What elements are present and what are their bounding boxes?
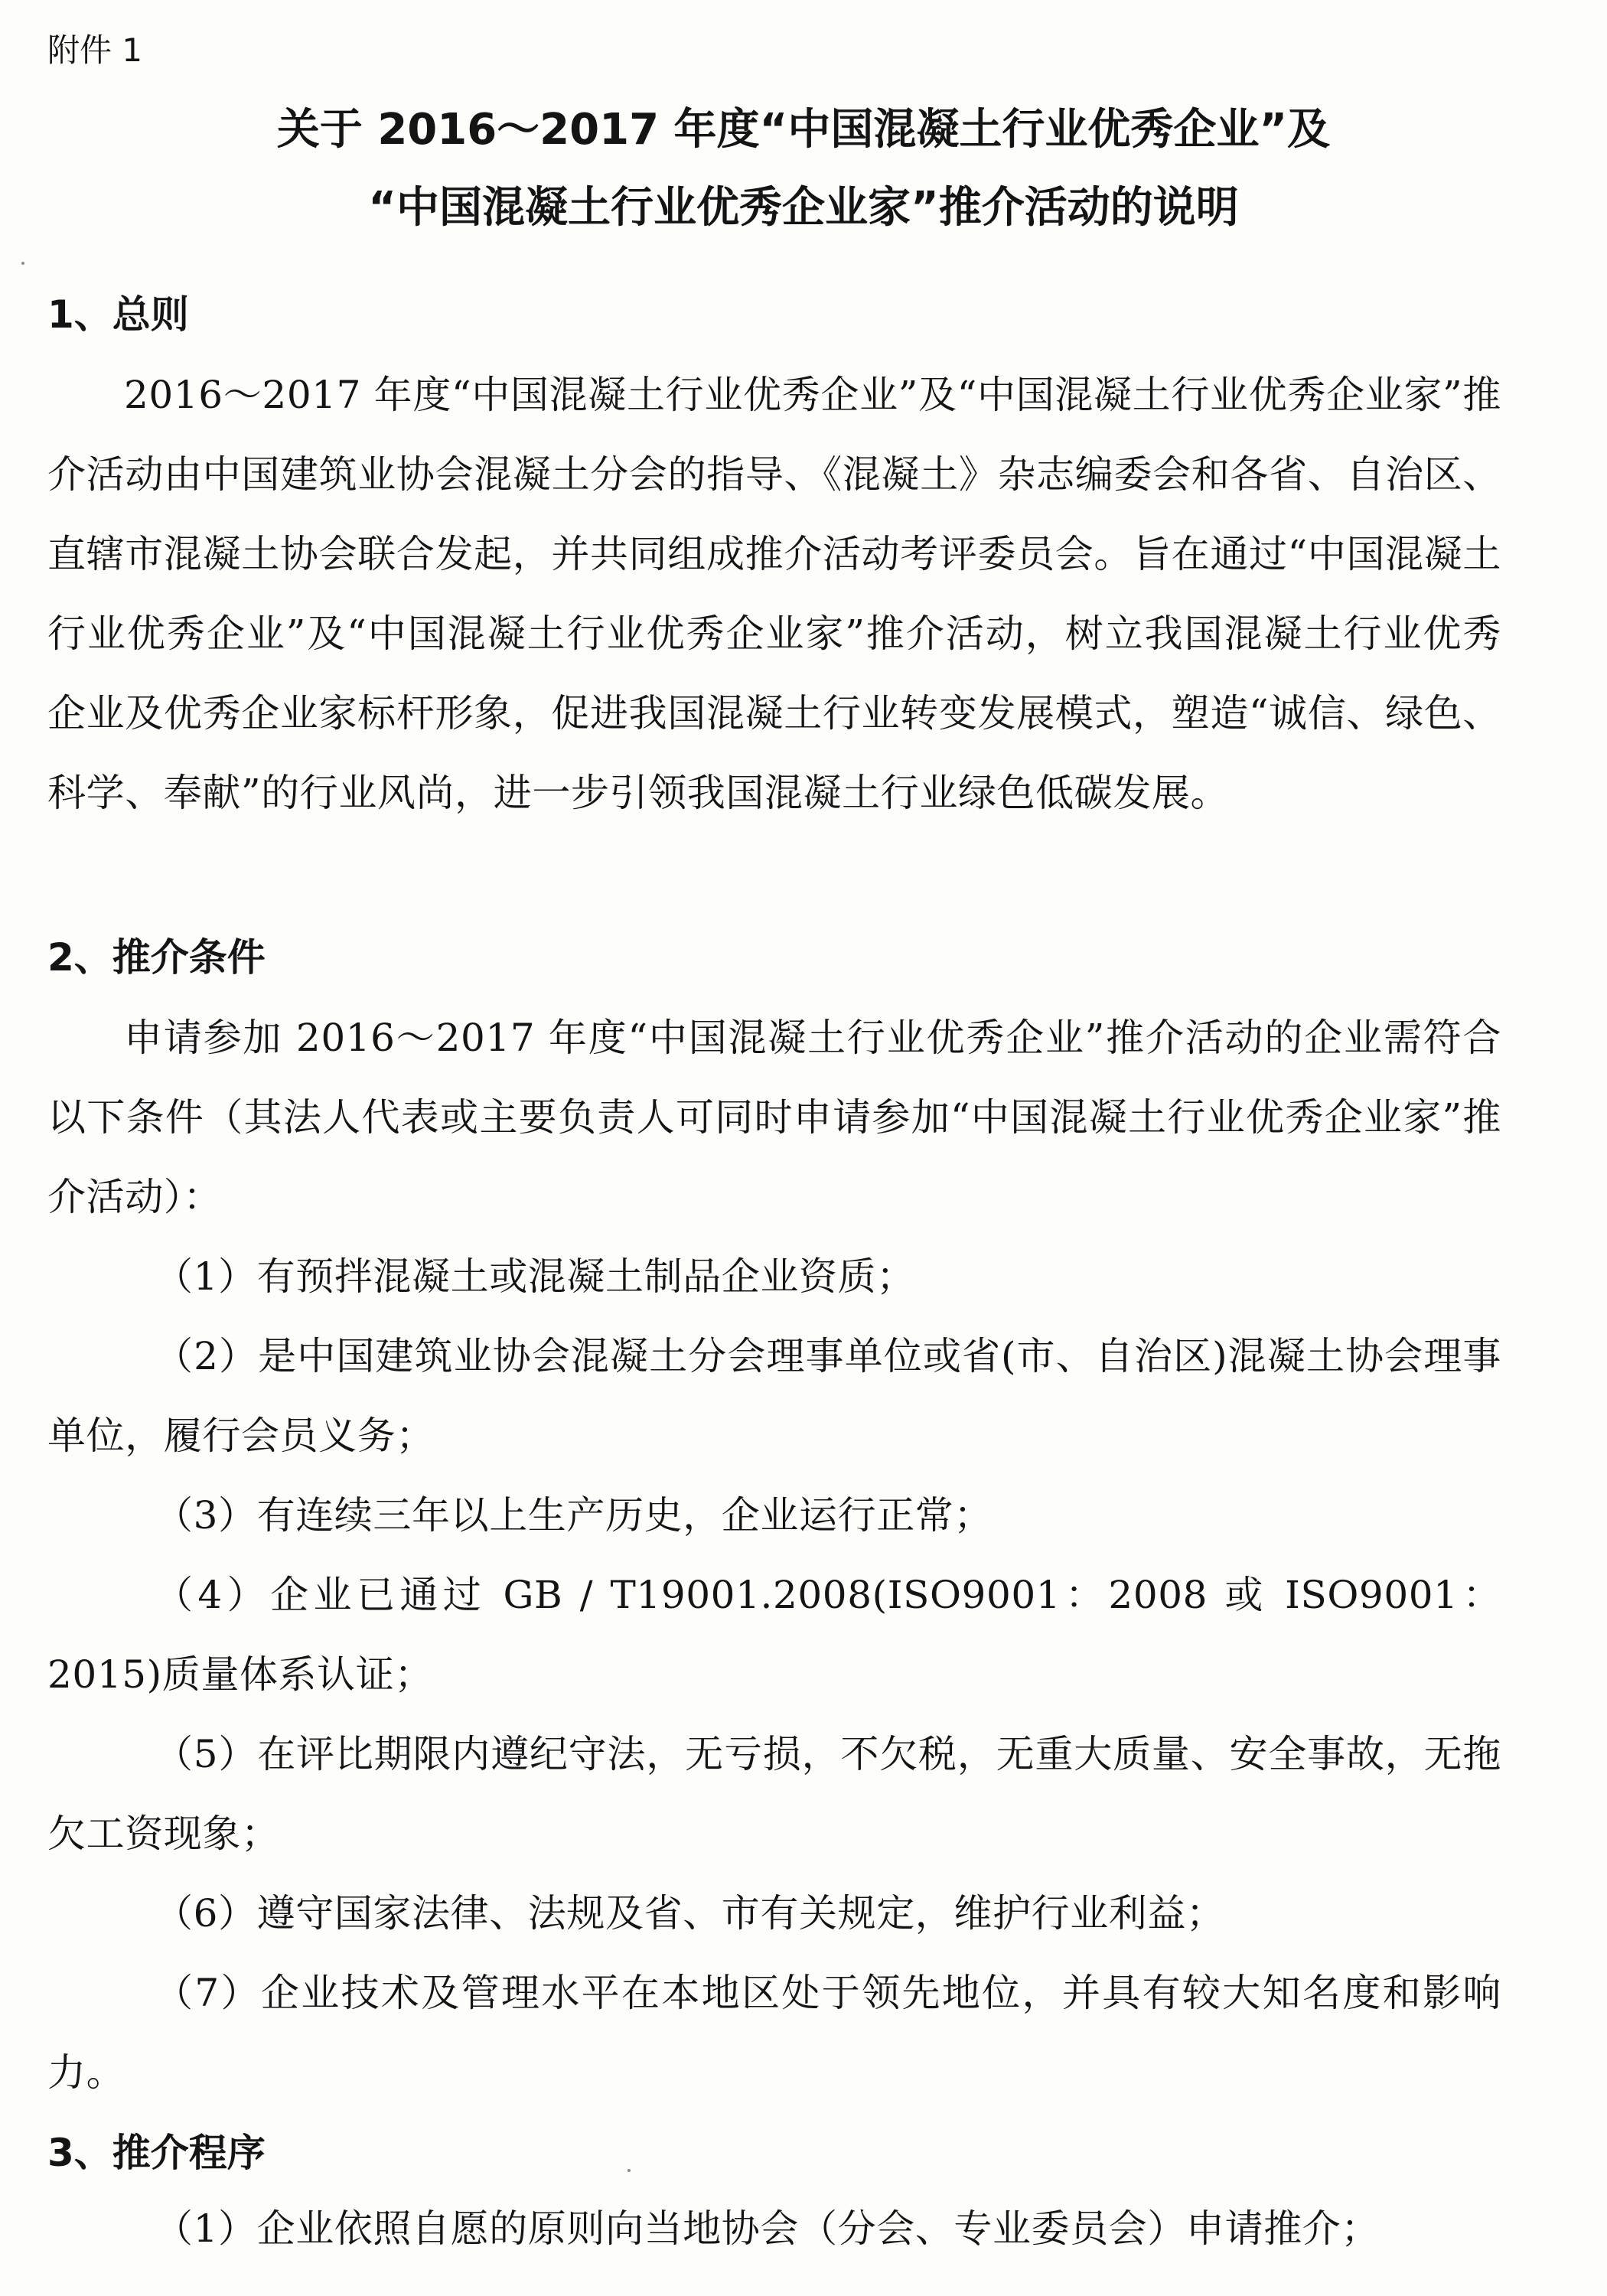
- condition-item-1: （1）有预拌混凝土或混凝土制品企业资质；: [155, 1254, 915, 1299]
- procedure-item-1: （1）企业依照自愿的原则向当地协会（分会、专业委员会）申请推介；: [155, 2206, 1380, 2251]
- section-heading-general: 1、总则: [47, 292, 189, 337]
- condition-item-5: （5）在评比期限内遵纪守法，无亏损，不欠税，无重大质量、安全事故，无拖欠工资现象；: [47, 1732, 1501, 1856]
- document-title-line-2: “中国混凝土行业优秀企业家”推介活动的说明: [368, 183, 1239, 233]
- section-heading-conditions: 2、推介条件: [47, 935, 266, 980]
- condition-item-3: （3）有连续三年以上生产历史，企业运行正常；: [155, 1493, 993, 1538]
- document-title-line-1: 关于 2016～2017 年度“中国混凝土行业优秀企业”及: [276, 105, 1331, 155]
- conditions-intro-paragraph: 申请参加 2016～2017 年度“中国混凝土行业优秀企业”推介活动的企业需符合以下条件（其法人代表或主要负责人可同时申请参加“中国混凝土行业优秀企业家”推介活动）：: [47, 1016, 1501, 1219]
- scan-speck: [21, 262, 24, 265]
- condition-item-7: （7）企业技术及管理水平在本地区处于领先地位，并具有较大知名度和影响力。: [47, 1971, 1501, 2095]
- condition-item-2: （2）是中国建筑业协会混凝土分会理事单位或省(市、自治区)混凝土协会理事单位，履行会员义务；: [47, 1334, 1501, 1458]
- annex-label: 附件 1: [47, 31, 143, 69]
- general-paragraph: 2016～2017 年度“中国混凝土行业优秀企业”及“中国混凝土行业优秀企业家”推介活动由中国建筑业协会混凝土分会的指导、《混凝土》杂志编委会和各省、自治区、直辖市混凝土协会联合发起，并共同组成推介活动考评委员会。旨在通过“中国混凝土行业优秀企业”及“中国混凝土行业优秀企业家”推介活动，树立我国混凝土行业优秀企业及优秀企业家标杆形象，促进我国混凝土行业转变发展模式，塑造“诚信、绿色、科学、奉献”的行业风尚，进一步引领我国混凝土行业绿色低碳发展。: [47, 373, 1501, 815]
- section-heading-procedure: 3、推介程序: [47, 2131, 266, 2175]
- scan-speck: [627, 2169, 631, 2172]
- condition-item-6: （6）遵守国家法律、法规及省、市有关规定，维护行业利益；: [155, 1891, 1225, 1936]
- condition-item-4: （4）企业已通过 GB / T19001.2008(ISO9001：2008 或 ISO9001：2015)质量体系认证；: [47, 1573, 1501, 1697]
